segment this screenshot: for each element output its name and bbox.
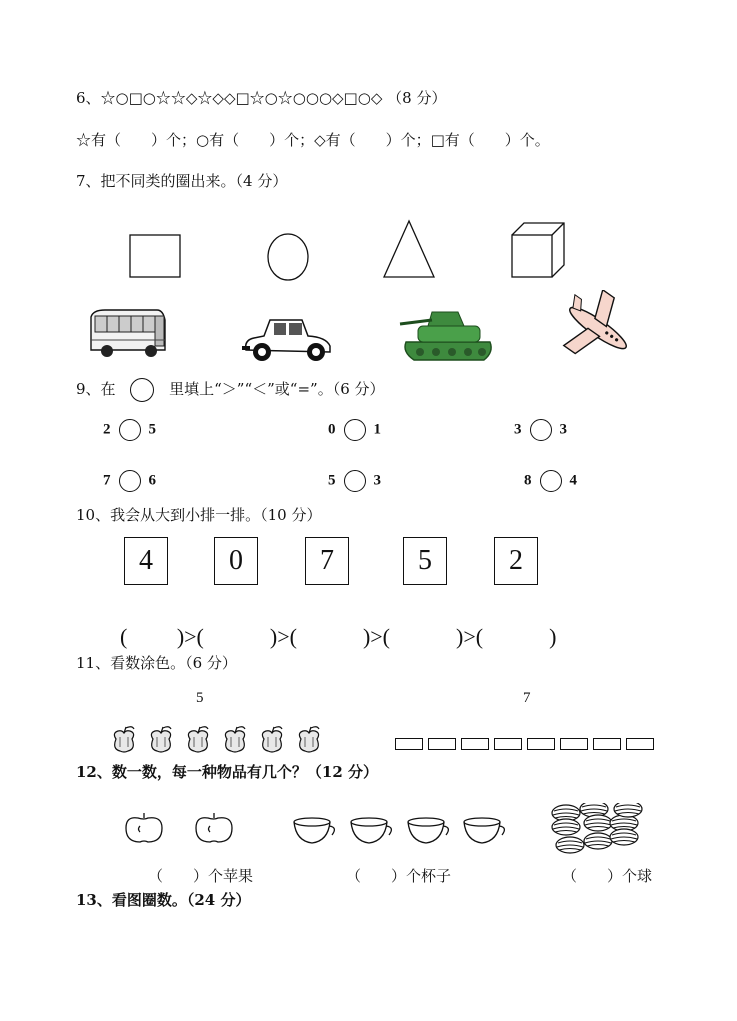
q11-title: 11、看数涂色。（6 分） [76,654,237,672]
triangle-shape [384,221,434,277]
cup-count-label[interactable]: （ ）个杯子 [346,867,452,885]
apple-icon [126,813,162,842]
balls-group [548,803,648,863]
ball-count-label[interactable]: （ ）个球 [562,867,653,885]
apple-outline-icon [114,727,134,752]
tank-icon [398,302,498,364]
q6-title: 6、☆○□○☆☆◇☆◇◇□☆○☆○○○◇□○◇ （8 分） [76,89,447,107]
apples-group [122,812,252,847]
compare-item-3[interactable]: 3 3 [514,419,567,441]
cup-icon [294,818,334,843]
color-rect[interactable] [593,738,621,750]
blank-circle-icon [130,378,154,402]
number-box: 5 [403,537,447,585]
square-shape [130,235,180,277]
blank-circle-icon [540,470,562,492]
compare-item-5[interactable]: 5 3 [328,470,381,492]
number-box: 4 [124,537,168,585]
q13-title: 13、看图圈数。（24 分） [76,891,251,909]
blank-circle-icon [344,470,366,492]
q11-left-number: 5 [196,690,204,706]
bus-icon [85,302,170,362]
apple-count-label[interactable]: （ ）个苹果 [148,867,254,885]
blank-circle-icon [344,419,366,441]
q10-title: 10、我会从大到小排一排。（10 分） [76,506,322,524]
ordering-chain[interactable]: ( )>( )>( )>( )>( ) [120,624,557,649]
color-rect[interactable] [626,738,654,750]
color-rect[interactable] [428,738,456,750]
q12-title: 12、数一数，每一种物品有几个？（12 分） [76,763,378,781]
cube-shape [512,223,564,277]
blank-circle-icon [119,470,141,492]
number-box: 2 [494,537,538,585]
blank-circle-icon [530,419,552,441]
cups-group [292,815,507,850]
number-box: 0 [214,537,258,585]
color-rect[interactable] [527,738,555,750]
color-rect[interactable] [461,738,489,750]
color-rect[interactable] [560,738,588,750]
q9-title [76,378,385,402]
color-rect[interactable] [395,738,423,750]
blank-circle-icon [119,419,141,441]
compare-item-2[interactable]: 0 1 [328,419,381,441]
q7-title: 7、把不同类的圈出来。（4 分） [76,172,288,190]
compare-item-1[interactable]: 2 5 [103,419,156,441]
q9-title-post: 里填上“＞”“＜”或“=”。（6 分） [169,380,385,398]
q6-fill-line: ☆有（ ）个；○有（ ）个；◇有（ ）个；□有（ ）个。 [76,131,550,149]
q11-right-number: 7 [523,690,531,706]
number-box: 7 [305,537,349,585]
oval-shape [268,234,308,280]
airplane-icon [560,290,635,365]
q9-title-pre: 9、在 [76,380,116,398]
compare-item-6[interactable]: 8 4 [524,470,577,492]
car-icon [240,310,335,365]
compare-item-4[interactable]: 7 6 [103,470,156,492]
q7-shapes [120,215,580,290]
apple-row[interactable] [110,725,335,757]
color-rect[interactable] [494,738,522,750]
